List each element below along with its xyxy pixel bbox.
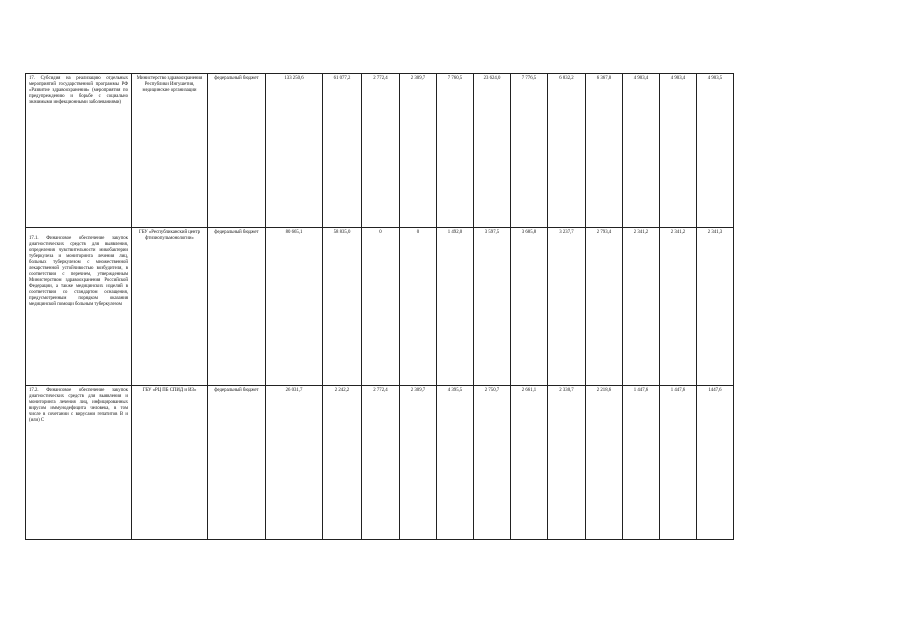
amount-cell: 2 341,3 <box>697 228 734 386</box>
amount-cell: 2 309,7 <box>400 74 437 228</box>
amount-cell: 1 492,0 <box>437 228 474 386</box>
amount-cell: 2 793,4 <box>586 228 623 386</box>
amount-cell: 2 661,1 <box>511 386 548 540</box>
amount-cell: 2 750,7 <box>474 386 511 540</box>
amount-cell: 4 903,4 <box>623 74 660 228</box>
amount-cell: 7 760,5 <box>437 74 474 228</box>
amount-cell: 7 776,5 <box>511 74 548 228</box>
funding-source: федеральный бюджет <box>208 74 266 228</box>
measure-description: 17. Субсидия на реализацию отдельных мероприятий государственной программы РФ «Развитие здравоохранения» (мероприятия по предупреждению и борьбе с социально значимыми инфекционными заболеваниями) <box>26 74 132 228</box>
amount-cell: 2 242,2 <box>323 386 362 540</box>
amount-cell: 2 309,7 <box>400 386 437 540</box>
amount-cell: 2 772,4 <box>362 74 400 228</box>
amount-cell: 2 218,6 <box>586 386 623 540</box>
amount-total: 80 665,1 <box>266 228 323 386</box>
amount-cell: 1 447,6 <box>660 386 697 540</box>
amount-cell: 1 447,6 <box>623 386 660 540</box>
amount-cell: 58 835,0 <box>323 228 362 386</box>
amount-cell: 2 330,7 <box>548 386 586 540</box>
amount-total: 26 031,7 <box>266 386 323 540</box>
funding-source: федеральный бюджет <box>208 228 266 386</box>
amount-cell: 61 077,2 <box>323 74 362 228</box>
amount-cell: 3 597,5 <box>474 228 511 386</box>
amount-cell: 2 341,2 <box>660 228 697 386</box>
amount-cell: 2 772,4 <box>362 386 400 540</box>
table-row <box>26 228 734 386</box>
measure-executor: ГБУ «РЦ ПБ СПИД и ИЗ» <box>132 386 208 540</box>
amount-cell: 23 624,0 <box>474 74 511 228</box>
amount-cell: 3 685,8 <box>511 228 548 386</box>
amount-cell: 1447,6 <box>697 386 734 540</box>
measure-executor: ГБУ «Республиканский центр фтизиопульмонологии» <box>132 228 208 386</box>
budget-table <box>25 73 734 540</box>
table-row <box>26 386 734 540</box>
amount-cell: 0 <box>400 228 437 386</box>
amount-cell: 0 <box>362 228 400 386</box>
table-row <box>26 74 734 228</box>
measure-executor: Министерство здравоохранения Республики Ингушетия, медицинские организации <box>132 74 208 228</box>
funding-source: федеральный бюджет <box>208 386 266 540</box>
amount-cell: 4 903,4 <box>660 74 697 228</box>
measure-description: 17.1. Финансовое обеспечение закупок диагностических средств для выявления, определения чувствительности микобактерии туберкулеза и мониторинга лечения лиц, больных туберкулезом с множественной лекарственной устойчивостью возбудителя, в соответствии с перечнем, утвержденным Министерством здравоохранения Российской Федерации, а также медицинских изделий в соответствии со стандартом оснащения, предусмотренным порядком оказания медицинской помощи больным туберкулезом <box>26 228 132 386</box>
amount-cell: 2 341,2 <box>623 228 660 386</box>
amount-total: 133 250,6 <box>266 74 323 228</box>
amount-cell: 3 237,7 <box>548 228 586 386</box>
measure-description: 17.2. Финансовое обеспечение закупок диагностических средств для выявления и мониторинга лечения лиц, инфицированных вирусом иммунодефицита человека, в том числе в сочетании с вирусами гепатитов В и (или) С <box>26 386 132 540</box>
amount-cell: 6 367,8 <box>586 74 623 228</box>
amount-cell: 4 395,5 <box>437 386 474 540</box>
amount-cell: 6 832,2 <box>548 74 586 228</box>
amount-cell: 4 903,5 <box>697 74 734 228</box>
